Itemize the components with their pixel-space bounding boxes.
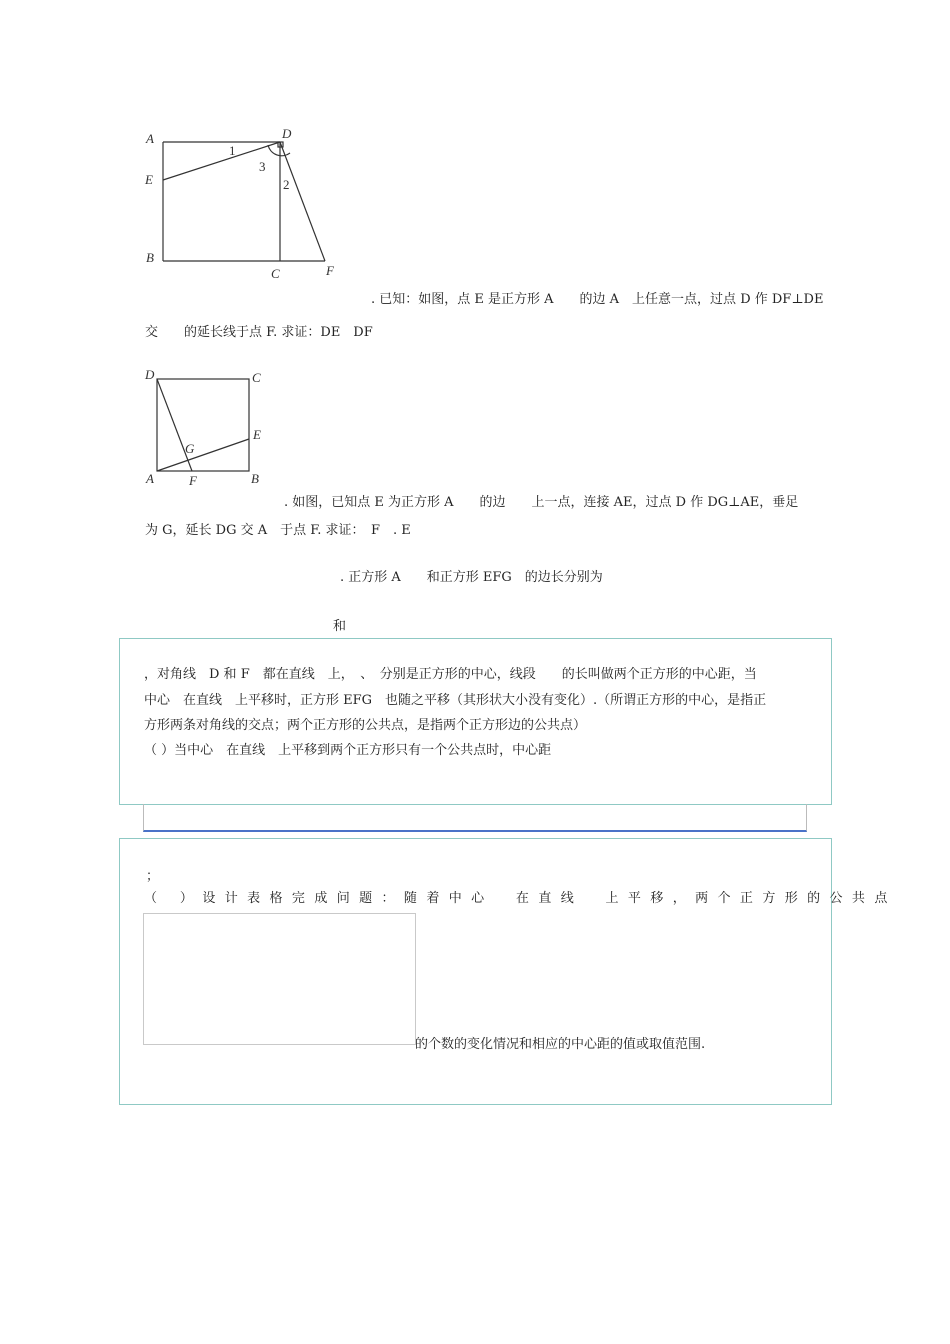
angle-3: 3: [259, 159, 266, 174]
problem3-box1: [119, 638, 832, 805]
figure-square-abcd-with-ae-dg: [140, 362, 275, 490]
box1-line3: 方形两条对角线的交点；两个正方形的公共点，是指两个正方形边的公共点）: [144, 718, 587, 733]
label-d: D: [145, 367, 155, 382]
figure-square-abcd-with-df: [140, 125, 340, 285]
label-a: A: [146, 131, 154, 146]
angle-2: 2: [283, 177, 290, 192]
label-a: A: [146, 471, 154, 486]
problem3-intro: . 正方形 A 和正方形 EFG 的边长分别为: [340, 570, 603, 585]
blank-table: [143, 913, 416, 1045]
problem2-line2: 为 G，延长 DG 交 A 于点 F. 求证： F . E: [145, 523, 411, 538]
answer-strip: [143, 804, 807, 832]
label-e: E: [145, 172, 153, 187]
problem1-line1: . 已知：如图，点 E 是正方形 A 的边 A 上任意一点，过点 D 作 DF⊥DE: [371, 292, 824, 307]
box1-line4: （ ）当中心 在直线 上平移到两个正方形只有一个公共点时，中心距: [144, 743, 552, 758]
label-b: B: [146, 250, 154, 265]
box1-line1: ，对角线 D 和 F 都在直线 上， 、 分别是正方形的中心，线段 的长叫做两个正方形的中心距，当: [144, 667, 757, 682]
problem1-line2: 交 的延长线于点 F. 求证：DE DF: [145, 325, 373, 340]
box2-semicolon: ；: [146, 869, 160, 884]
problem3-box2: [119, 838, 897, 1105]
label-g: G: [185, 441, 195, 456]
label-c: C: [252, 370, 261, 385]
box2-line2: 的个数的变化情况和相应的中心距的值或取值范围.: [415, 1037, 706, 1052]
box2-line1: （ ）设计表格完成问题：随着中心 在直线 上平移，两个正方形的公共点: [144, 891, 897, 906]
label-e: E: [253, 427, 261, 442]
problem3-he: 和: [333, 619, 347, 634]
label-c: C: [271, 266, 280, 281]
problem2-line1: . 如图，已知点 E 为正方形 A 的边 上一点，连接 AE，过点 D 作 DG⊥AE，垂足: [284, 495, 799, 510]
box1-line2: 中心 在直线 上平移时，正方形 EFG 也随之平移（其形状大小没有变化）.（所谓正方形的中心，是指正: [144, 693, 767, 708]
label-d: D: [282, 126, 292, 141]
label-b: B: [251, 471, 259, 486]
angle-1: 1: [229, 143, 236, 158]
label-f: F: [189, 473, 197, 488]
label-f: F: [326, 263, 334, 278]
